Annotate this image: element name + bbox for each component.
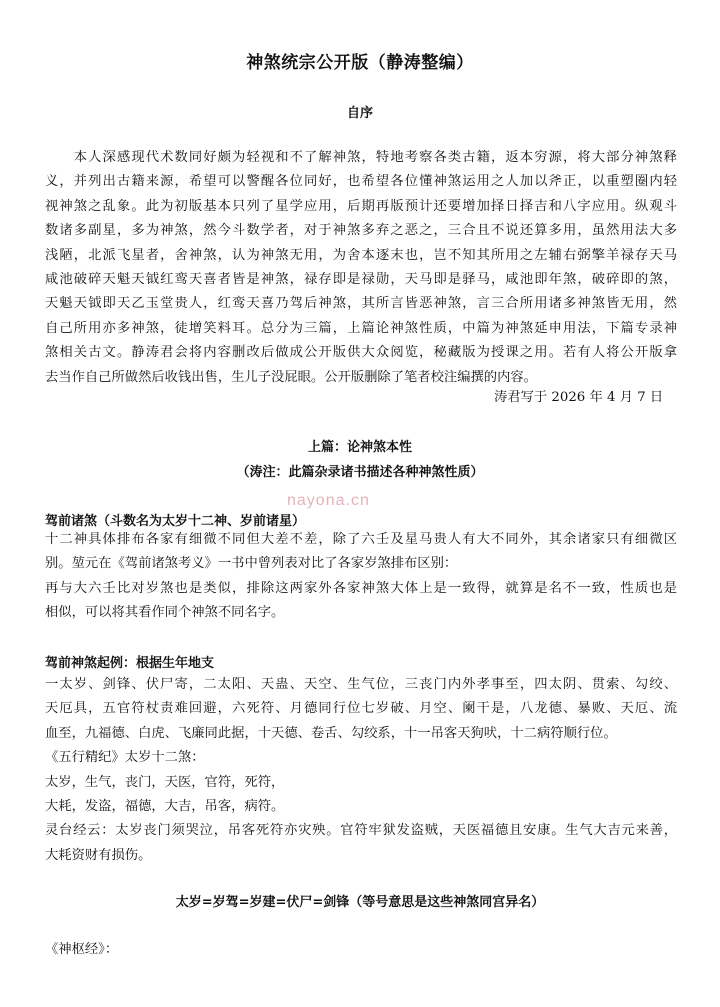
section1-line: 别。堃元在《驾前诸煞考义》一书中曾列表对比了各家岁煞排布区别： [45, 556, 458, 572]
section2-line: 太岁，生气，丧门，天医，官符，死符， [45, 774, 285, 790]
section1-line: 再与大六壬比对岁煞也是类似，排除这两家外各家神煞大体上是一致得，就算是名不一致，性质也是 [45, 580, 677, 596]
closing-line: 《神枢经》： [45, 942, 119, 957]
section1-heading: 驾前诸煞（斗数名为太岁十二神、岁前诸星） [45, 514, 306, 529]
preface-line: 去当作自己所做然后收钱出售，生儿子没屁眼。公开版删除了笔者校注编撰的内容。 [45, 369, 537, 385]
preface-signature: 涛君写于 2026 年 4 月 7 日 [494, 390, 664, 405]
preface-line: 自己所用亦多神煞，徒增笑料耳。总分为三篇，上篇论神煞性质，中篇为神煞延申用法，下篇专录神 [45, 320, 677, 336]
section2-line: 大耗资财有损伤。 [45, 847, 152, 863]
section2-line: 一太岁、剑锋、伏尸寄，二太阳、天蛊、天空、生气位，三丧门内外孝事至，四太阴、贯索、勾绞、 [45, 677, 677, 692]
section2-line: 大耗，发盗，福德，大吉，吊客，病符。 [45, 799, 285, 815]
section2-line: 灵台经云：太岁丧门须哭泣，吊客死符亦灾殃。官符牢狱发盗贼，天医福德且安康。生气大吉元来善， [45, 823, 677, 839]
preface-line: 本人深感现代术数同好颇为轻视和不了解神煞，特地考察各类古籍，返本穷源，将大部分神煞释 [45, 150, 677, 165]
watermark: nayona.cn [287, 492, 370, 509]
section2-line: 血至，九福德、白虎、飞廉同此据，十天德、卷舌、勾绞系，十一吊客天狗吠，十二病符顺行位。 [45, 725, 617, 741]
preface-line: 煞相关古文。静涛君会将内容删改后做成公开版供大众阅览，秘藏版为授课之用。若有人将公开版拿 [45, 345, 677, 361]
document-title: 神煞统宗公开版（静涛整编） [246, 53, 474, 73]
section1-line: 十二神具体排布各家有细微不同但大差不差，除了六壬及星马贵人有大不同外，其余诸家只有细微区 [45, 532, 677, 547]
part1-note: （涛注：此篇杂录诸书描述各种神煞性质） [236, 465, 484, 480]
preface-line: 浅陋，北派飞星者，舍神煞，认为神煞无用，为舍本逐末也，岂不知其所用之左辅右弼擎羊禄存天马 [45, 247, 677, 263]
section2-line: 《五行精纪》太岁十二煞： [45, 750, 205, 766]
preface-heading: 自序 [346, 106, 373, 121]
section1-paragraph [45, 528, 677, 626]
preface-line: 视神煞之乱象。此为初版基本只列了星学应用，后期再版预计还要增加择日择吉和八字应用。纵观斗 [45, 198, 677, 214]
section2-paragraph [45, 673, 677, 868]
preface-line: 咸池破碎天魁天钺红鸾天喜者皆是神煞，禄存即是禄勋，天马即是驿马，咸池即年煞，破碎即的煞， [45, 272, 677, 288]
equation-heading: 太岁=岁驾=岁建=伏尸=剑锋（等号意思是这些神煞同宫异名） [175, 895, 545, 910]
preface-line: 数诸多副星，多为神煞，然今斗数学者，对于神煞多弃之恶之，三合且不说还算多用，虽然用法大多 [45, 223, 677, 239]
section2-line: 天厄具，五官符杖责难回避，六死符、月德同行位七岁破、月空、阑干是，八龙德、暴败、天厄、流 [45, 701, 677, 717]
preface-line: 天魁天钺即天乙玉堂贵人，红鸾天喜乃驾后神煞，其所言皆恶神煞，言三合所用诸多神煞皆无用，然 [45, 296, 677, 312]
part1-heading: 上篇：论神煞本性 [307, 440, 412, 455]
preface-paragraph [45, 146, 677, 390]
section1-line: 相似，可以将其看作同个神煞不同名字。 [45, 605, 285, 621]
section2-heading: 驾前神煞起例：根据生年地支 [45, 656, 215, 671]
preface-line: 义，并列出古籍来源，希望可以警醒各位同好，也希望各位懂神煞运用之人加以斧正，以重塑圈内轻 [45, 174, 677, 190]
